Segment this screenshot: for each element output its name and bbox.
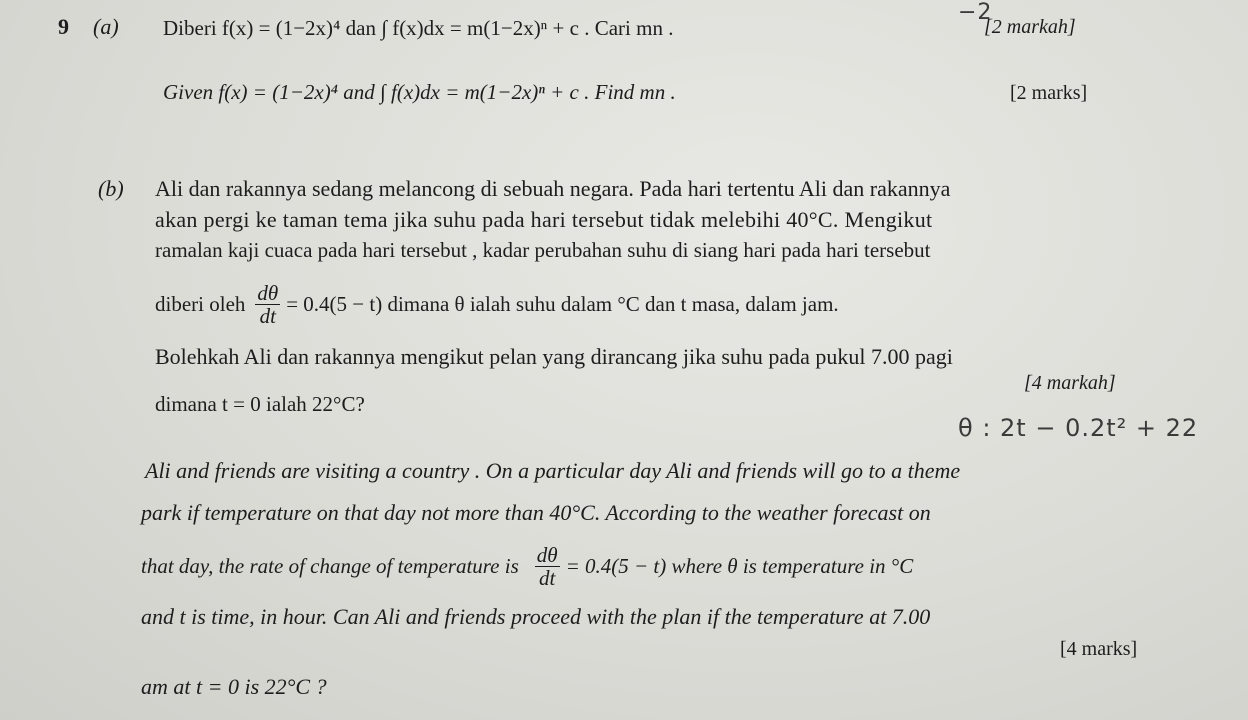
ms-line-4-prefix: diberi oleh <box>155 292 246 316</box>
part-b-marks-en: [4 marks] <box>1060 638 1138 660</box>
handwritten-answer: θ : 2t − 0.2t² + 22 <box>958 414 1199 442</box>
fraction-denominator: dt <box>259 304 276 328</box>
fraction-numerator: dθ <box>536 543 558 567</box>
en-line-3-prefix: that day, the rate of change of temperature is <box>141 554 519 578</box>
fraction-numerator: dθ <box>257 281 279 305</box>
handwritten-note: −2 <box>958 0 993 25</box>
part-b-ms-line-2: akan pergi ke taman tema jika suhu pada hari tersebut tidak melebihi 40°C. Mengikut <box>155 207 933 232</box>
part-a-marks-en: [2 marks] <box>1010 82 1088 104</box>
derivative-fraction-ms <box>255 282 280 327</box>
part-b-ms-line-1: Ali dan rakannya sedang melancong di sebuah negara. Pada hari tertentu Ali dan rakannya <box>155 176 951 201</box>
derivative-fraction-en <box>535 544 560 589</box>
part-a-text-en: Given f(x) = (1−2x)⁴ and ∫ f(x)dx = m(1−2x)ⁿ + c . Find mn . <box>163 80 676 104</box>
part-b-ms-line-5: Bolehkah Ali dan rakannya mengikut pelan yang dirancang jika suhu pada pukul 7.00 pagi <box>155 344 953 369</box>
part-b-ms-line-4 <box>155 282 839 327</box>
part-b-en-line-4: and t is time, in hour. Can Ali and friends proceed with the plan if the temperature at 7.00 <box>141 604 931 629</box>
en-line-3-suffix: = 0.4(5 − t) where θ is temperature in °C <box>565 554 914 578</box>
part-b-en-line-2: park if temperature on that day not more than 40°C. According to the weather forecast on <box>141 500 931 525</box>
question-number: 9 <box>58 14 69 39</box>
part-b-ms-line-3: ramalan kaji cuaca pada hari tersebut , kadar perubahan suhu di siang hari pada hari tersebut <box>155 238 931 262</box>
part-b-ms-line-6: dimana t = 0 ialah 22°C? <box>155 392 365 416</box>
part-a-label: (a) <box>93 14 119 39</box>
part-b-en-line-5: am at t = 0 is 22°C ? <box>141 674 327 699</box>
part-b-marks-ms: [4 markah] <box>1024 372 1116 394</box>
part-b-en-line-1: Ali and friends are visiting a country . On a particular day Ali and friends will go to a theme <box>145 458 961 483</box>
part-a-marks-ms: [2 markah] <box>984 16 1076 38</box>
part-b-en-line-3 <box>141 544 913 589</box>
part-b-label: (b) <box>98 176 124 201</box>
fraction-denominator: dt <box>538 566 556 590</box>
part-a-text-ms: Diberi f(x) = (1−2x)⁴ dan ∫ f(x)dx = m(1−2x)ⁿ + c . Cari mn . <box>163 16 674 40</box>
ms-line-4-suffix: = 0.4(5 − t) dimana θ ialah suhu dalam °C dan t masa, dalam jam. <box>286 292 839 316</box>
